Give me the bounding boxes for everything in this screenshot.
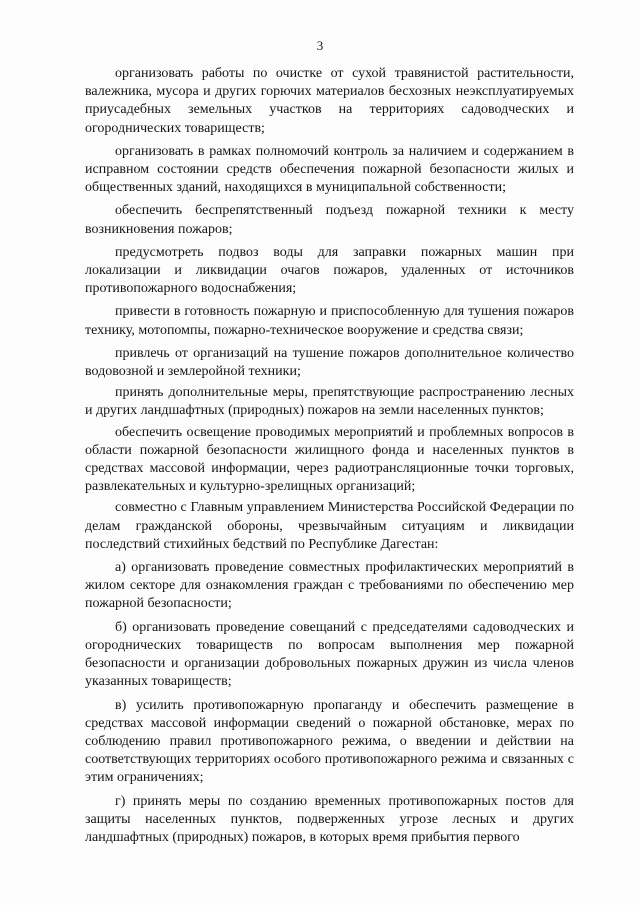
paragraph-4: предусмотреть подвоз воды для заправки пожарных машин при локализации и ликвидации очагов пожаров, удаленных от источников противопожарного водоснабжения; — [85, 244, 574, 297]
paragraph-8: обеспечить освещение проводимых мероприятий и проблемных вопросов в области пожарной безопасности жилищного фонда и населенных пунктов в средствах массовой информации, через радиотрансляционные точки торговых, развлекательных и культурно-зрелищных организаций; — [85, 424, 574, 495]
paragraph-10: а) организовать проведение совместных профилактических мероприятий в жилом секторе для ознакомления граждан с требованиями по обеспечению мер пожарной безопасности; — [85, 560, 574, 612]
paragraph-2: организовать в рамках полномочий контроль за наличием и содержанием в исправном состоянии средств обеспечения пожарной безопасности жилых и общественных зданий, находящихся в муниципальной собственности; — [85, 143, 574, 196]
page-number: 3 — [316, 38, 324, 53]
paragraph-13: г) принять меры по созданию временных противопожарных постов для защиты населенных пунктов, подверженных угрозе лесных и других ландшафтных (природных) пожаров, в которых время прибытия первого — [85, 793, 574, 845]
paragraph-3: обеспечить беспрепятственный подъезд пожарной техники к месту возникновения пожаров; — [85, 203, 574, 237]
paragraph-12: в) усилить противопожарную пропаганду и обеспечить размещение в средствах массовой информации сведений о пожарной обстановке, мерах по соблюдению правил противопожарного режима, о введении и действии на соответствующих территориях особого противопожарного режима и связанных с этим ограничениях; — [85, 697, 574, 786]
document-body — [85, 65, 574, 852]
paragraph-11: б) организовать проведение совещаний с председателями садоводческих и огороднических товариществ по вопросам выполнения мер пожарной безопасности и организации добровольных пожарных дружин из числа членов указанных товариществ; — [85, 619, 574, 690]
paragraph-7: принять дополнительные меры, препятствующие распространению лесных и других ландшафтных (природных) пожаров на земли населенных пунктов; — [85, 385, 574, 419]
paragraph-1: организовать работы по очистке от сухой травянистой растительности, валежника, мусора и других горючих материалов бесхозных неэксплуатируемых приусадебных земельных участков на территориях садоводческих и огороднических товариществ; — [85, 66, 574, 136]
paragraph-6: привлечь от организаций на тушение пожаров дополнительное количество водовозной и землеройной техники; — [85, 345, 574, 380]
paragraph-5: привести в готовность пожарную и приспособленную для тушения пожаров технику, мотопомпы, пожарно-техническое вооружение и средства связи; — [85, 304, 574, 338]
paragraph-9: совместно с Главным управлением Министерства Российской Федерации по делам гражданской обороны, чрезвычайным ситуациям и ликвидации последствий стихийных бедствий по Республике Дагестан: — [85, 500, 574, 552]
